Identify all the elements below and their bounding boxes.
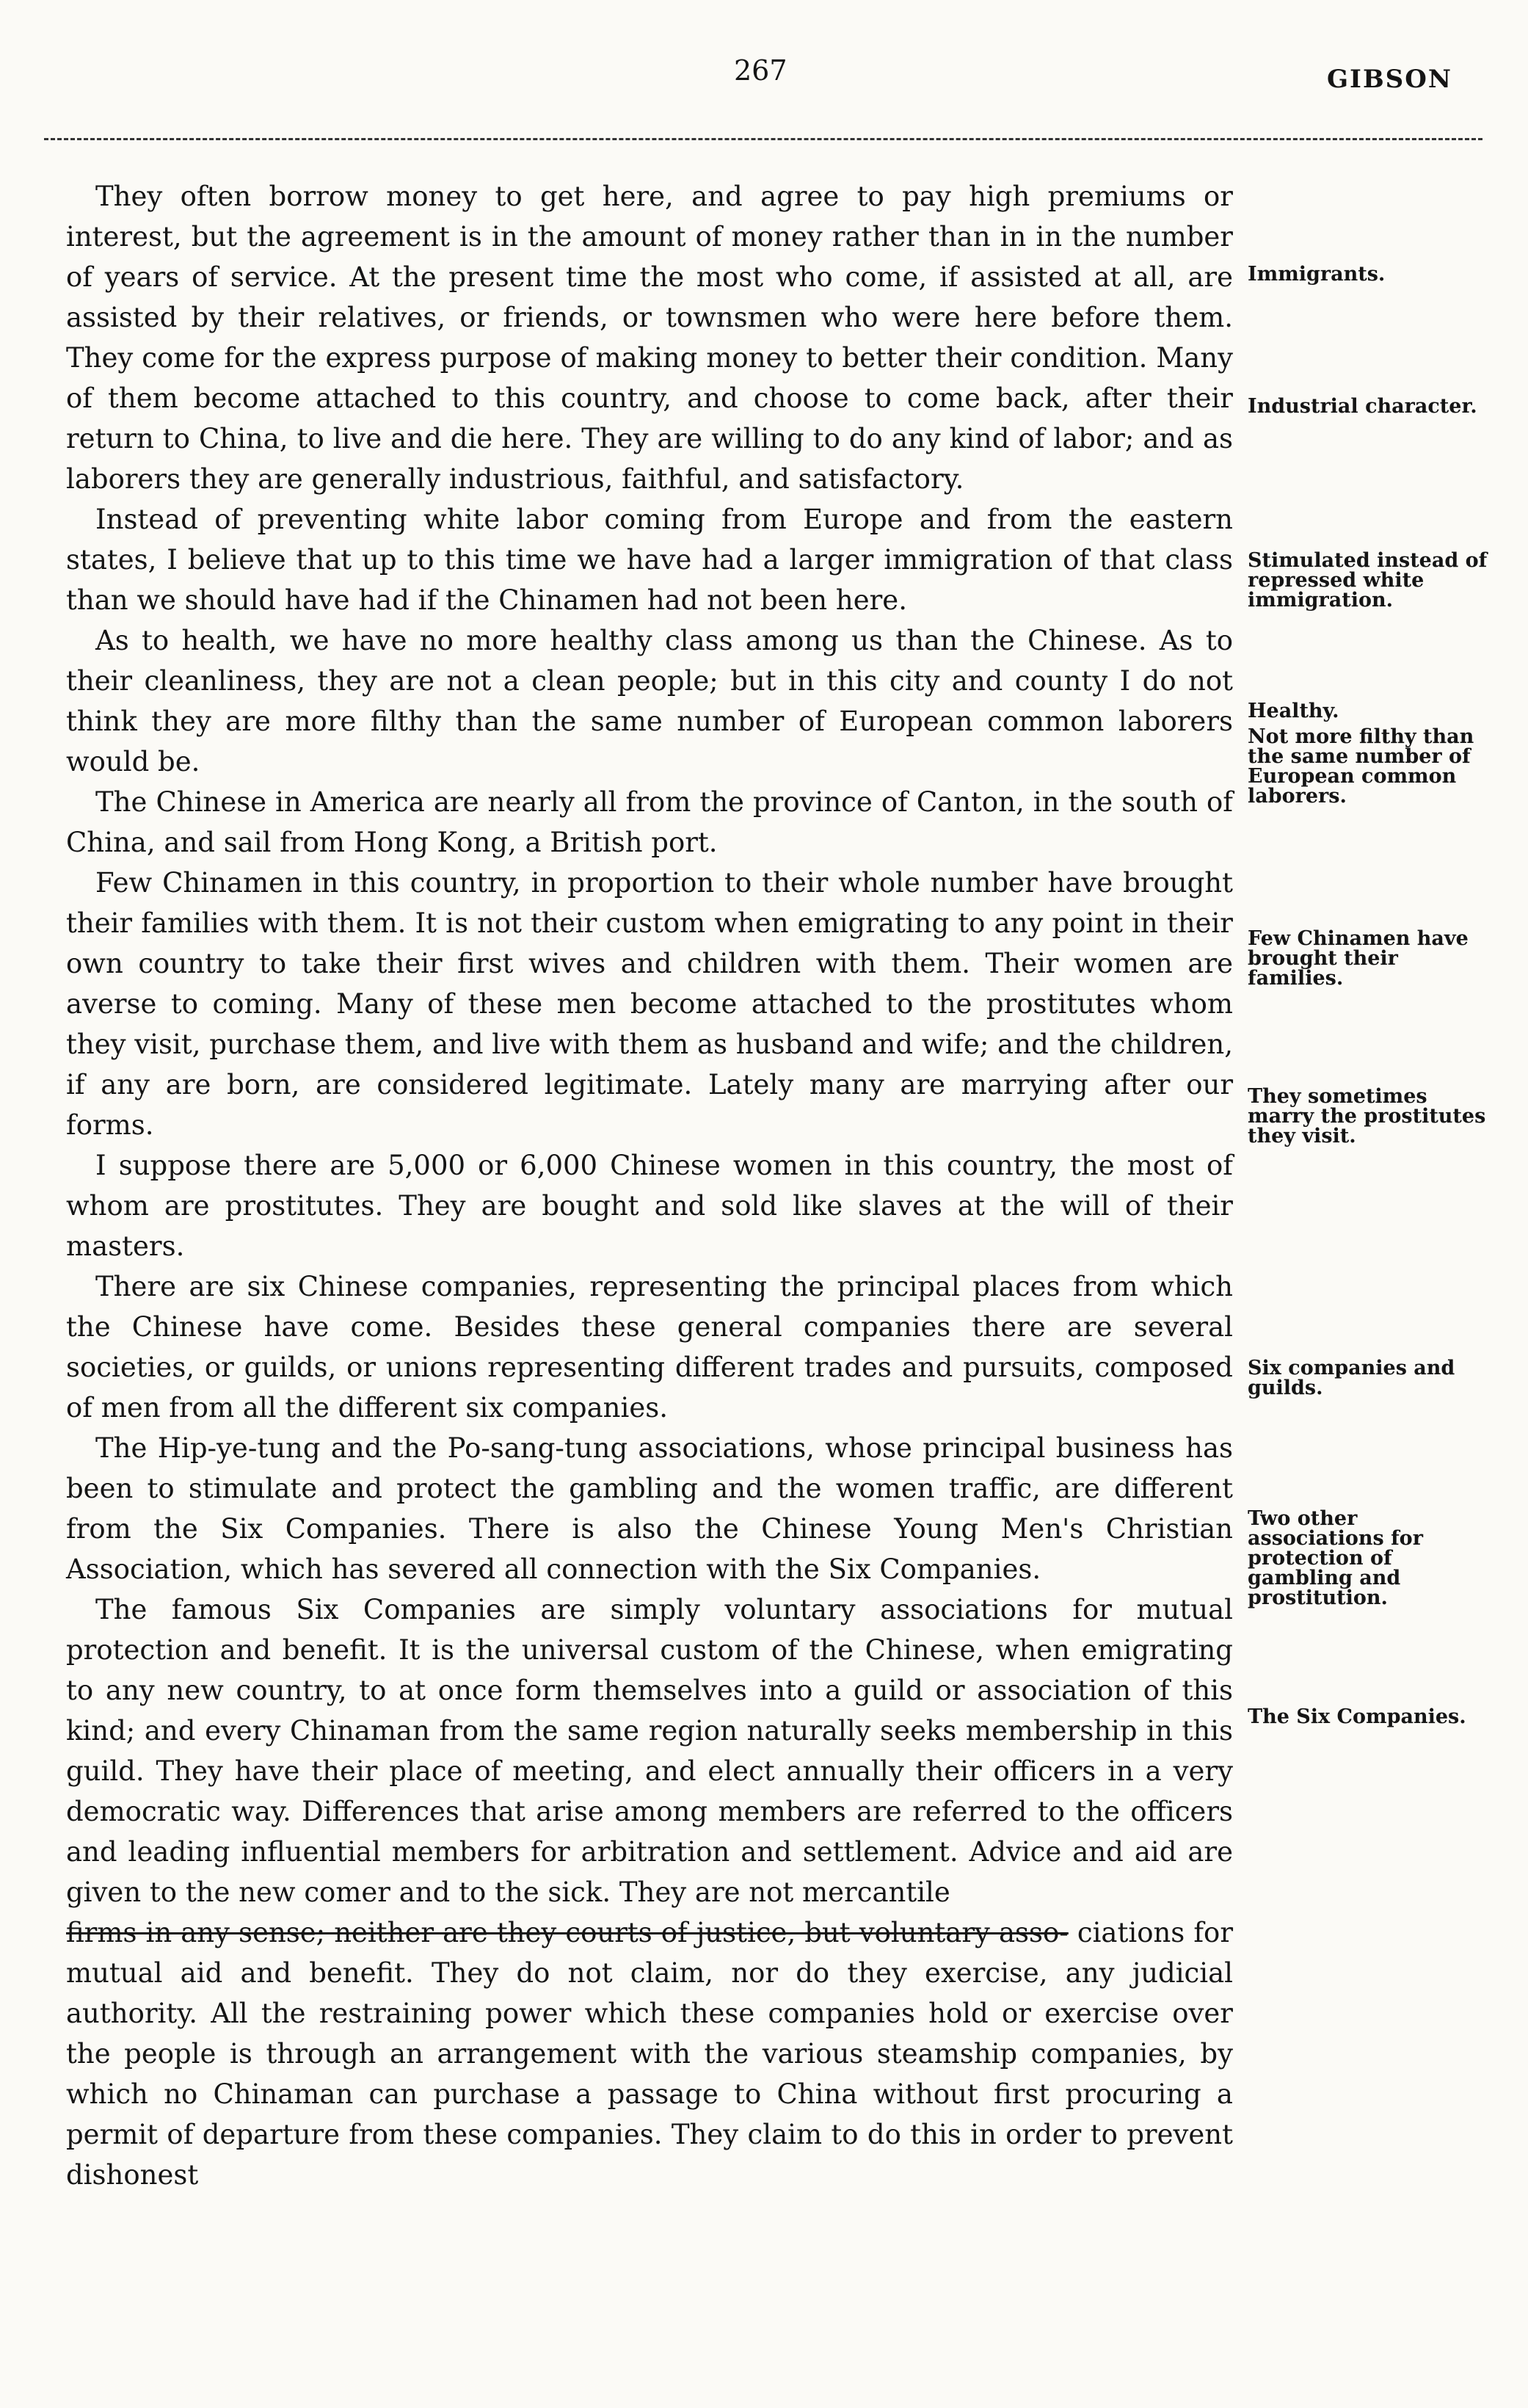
paragraph: The Chinese in America are nearly all from the province of Canton, in the south of China, and sail from Hong Kong, a British port. [66,786,1233,858]
paragraph: Instead of preventing white labor coming from Europe and from the eastern states, I believe that up to this time we have had a larger immigration of that class than we should have had if the Chinamen had not been here. [66,504,1233,616]
paragraph: Few Chinamen in this country, in proportion to their whole number have brought their families with them. It is not their custom when emigrating to any point in their own country to take their first wives and children with them. Their women are averse to coming. Many of these men become attached to the prostitutes whom they visit, purchase them, and live with them as husband and wife; and the children, if any are born, are considered legitimate. Lately many are marrying after our forms. [66,867,1233,1141]
sidenote: Immigrants. [1248,263,1386,286]
sidenote: Few Chinamen have brought their families. [1248,927,1469,990]
body-text [66,176,1233,2195]
page-number: 267 [734,54,787,87]
paragraph: The famous Six Companies are simply voluntary associations for mutual protection and benefit. It is the universal custom of the Chinese, when emigrating to any new country, to at once form themselves into a guild or association of this kind; and every Chinaman from the same region naturally seeks membership in this guild. They have their place of meeting, and elect annually their officers in a very democratic way. Differences that arise among members are referred to the officers and leading influential members for arbitration and settlement. Advice and aid are given to the new comer and to the sick. They are not mercantile [66,1594,1233,1908]
paragraph: They often borrow money to get here, and agree to pay high premiums or interest, but the agreement is in the amount of money rather than in in the number of years of service. At the present time the most who come, if assisted at all, are assisted by their relatives, or friends, or townsmen who were here before them. They come for the express purpose of making money to better their condition. Many of them become attached to this country, and choose to come back, after their return to China, to live and die here. They are willing to do any kind of labor; and as laborers they are generally industrious, faithful, and satisfactory. [66,181,1233,495]
sidenote: Stimulated instead of repressed white immigration. [1248,549,1488,612]
sidenote: Not more filthy than the same number of European common laborers. [1248,725,1474,808]
paragraph: As to health, we have no more healthy class among us than the Chinese. As to their cleanliness, they are not a clean people; but in this city and county I do not think they are more filthy than the same number of European common laborers would be. [66,625,1233,777]
paragraph: The Hip-ye-tung and the Po-sang-tung associations, whose principal business has been to stimulate and protect the gambling and the women traffic, are different from the Six Companies. There is also the Chinese Young Men's Christian Association, which has severed all connection with the Six Companies. [66,1432,1233,1585]
running-head: GIBSON [1327,65,1452,94]
sidenote: Industrial character. [1248,395,1477,418]
sidenote: They sometimes marry the prostitutes they visit. [1248,1085,1486,1147]
sidenote: Two other associations for protection of gambling and prostitution. [1248,1507,1423,1609]
paragraph-continued [66,1912,1233,2195]
sidenote: The Six Companies. [1248,1705,1466,1728]
sidenote: Healthy. [1248,700,1339,722]
header-rule [44,138,1482,140]
paragraph: I suppose there are 5,000 or 6,000 Chinese women in this country, the most of whom are prostitutes. They are bought and sold like slaves at the will of their masters. [66,1150,1233,1262]
paragraph-tail: ciations for mutual aid and benefit. They do not claim, nor do they exercise, any judicial authority. All the restraining power which these companies hold or exercise over the people is through an arrangement with the various steamship companies, by which no Chinaman can purchase a passage to China without first procuring a permit of departure from these companies. They claim to do this in order to prevent dishonest [66,1917,1234,2191]
struck-text: firms in any sense; neither are they courts of justice, but voluntary asso- [66,1917,1069,1948]
paragraph: There are six Chinese companies, representing the principal places from which the Chinese have come. Besides these general companies there are several societies, or guilds, or unions representing different trades and pursuits, composed of men from all the different six companies. [66,1271,1233,1424]
sidenote: Six companies and guilds. [1248,1357,1455,1399]
